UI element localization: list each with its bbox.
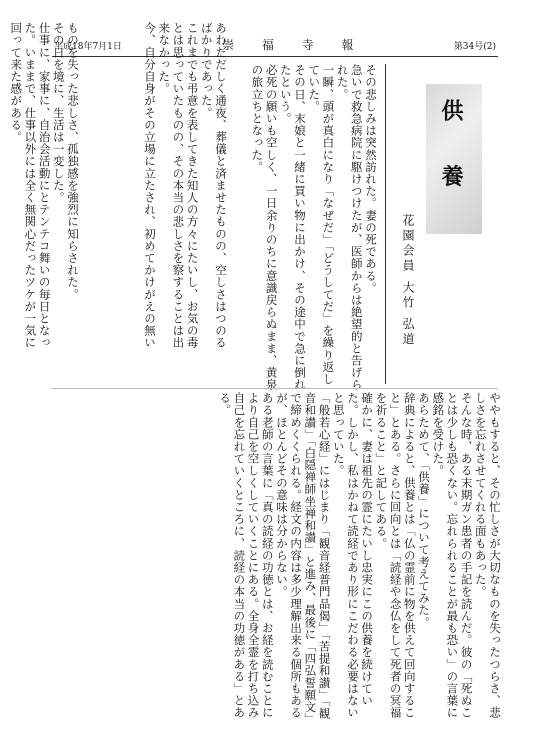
article-title-block xyxy=(385,64,498,384)
article-title: 供 養 xyxy=(438,99,464,205)
article-author: 花園会員 大竹 弘道 xyxy=(401,214,415,348)
text-column-bottom xyxy=(50,392,502,726)
body-text-3: ものを失った悲しさ、孤独感を強烈に知らされた。 その日を境に、生活は一変した。 仕事に、家事に、自治会活動にとテンテコ舞いの毎日となった。いままで、仕事以外には全く無関心だったツケが一気に回って来た感がある。 xyxy=(9,22,80,349)
issue-date: 平成18年7月1日 xyxy=(54,42,122,52)
text-column-top-middle xyxy=(82,22,228,352)
text-column-top-left xyxy=(0,22,80,352)
section-divider xyxy=(52,388,498,389)
issue-number: 第34号(2) xyxy=(453,42,496,52)
text-column-top-right xyxy=(232,64,378,394)
body-text-4: ややもすると、その忙しさが大切なものを失ったつらさ、悲しさを忘れさせてくれる面もあった。 そんな時、ある末期ガン患者の手記を読んだ。彼の「死ぬことは少しも恐くない。忘れられることが最も恐い」の言葉に感銘を受けた。 あらためて、「供養」について考えてみた。 辞典によると、供養とは「仏の霊前に物を供えて回向すること」とある。さらに回向とは「読経や念仏をして死者の冥福を祈ること」と記してある。 確かに、妻は祖先の霊にたいし忠実にこの供養を続けていた。しかし、私はかねて読経であり形にこだわる必要はないと思っていた。 「般若心経」にはじまり「観音経普門品偈」「苦提和讃」「観音和讃」「白隠禅師坐禅和讃」と進み、最後に「四弘誓願文」で締めくくられる。経文の内容は多少理解出来る個所もあるが、ほとんどその意味は分からない。 ある老師の言葉に「真の読経の功徳とは、お経を読むことにより自己を空しくしていくことにある。全身全霊を打ち込み自己を忘れていくところに、読経の本当の功徳がある」とある。 xyxy=(218,392,502,726)
body-text-1: その悲しみは突然訪れた。妻の死である。 急いで救急病院に駆けつけたが、医師からは絶望的と告げられた。 一瞬、頭が真白になり「なぜだ」「どうしてだ」を繰り返していた。 その日、末娘と一緒に買い物に出かけ、その途中で急に倒れたという。 必死の願いも空しく、一日余りのちに意識戻らぬまま、黄泉の旅立ちとなった。 xyxy=(250,64,378,391)
body-text-2: あわただしく通夜、葬儀と済ませたものの、空しさはつのるばかりであった。 これまでも弔意を表してきた知人の方々にたいし、お気の毒とは思っていたものの、その本当の悲しさを察することは出来なかった。 今、自分自身がその立場に立たされ、初めてかけがえの無い xyxy=(142,22,228,349)
newsletter-title: 崇 福 寺 報 xyxy=(222,38,366,52)
